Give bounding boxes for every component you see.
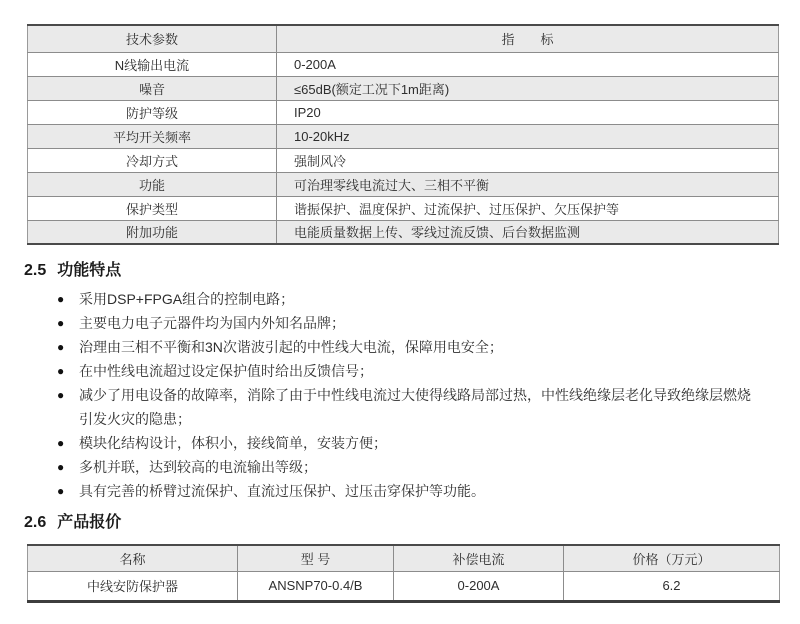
bullet-icon: ● bbox=[57, 292, 65, 306]
list-item bbox=[57, 455, 757, 479]
table-row bbox=[28, 124, 779, 148]
list-item bbox=[57, 383, 757, 431]
section-title: 产品报价 bbox=[57, 514, 122, 531]
bullet-icon: ● bbox=[57, 388, 65, 402]
spec-param: 功能 bbox=[28, 172, 277, 196]
feature-text: 模块化结构设计，体积小，接线简单，安装方便； bbox=[79, 435, 387, 451]
list-item bbox=[57, 479, 757, 503]
price-table bbox=[27, 544, 780, 603]
spec-value: IP20 bbox=[277, 100, 779, 124]
price-header-name: 名称 bbox=[28, 545, 238, 571]
spec-header-value: 指 标 bbox=[277, 25, 779, 52]
bullet-icon: ● bbox=[57, 316, 65, 330]
section-number: 2.5 bbox=[24, 262, 47, 279]
product-name: 中线安防保护器 bbox=[28, 571, 238, 601]
spec-table bbox=[27, 24, 779, 245]
feature-text: 治理由三相不平衡和3N次谐波引起的中性线大电流，保障用电安全； bbox=[79, 339, 503, 355]
feature-text: 在中性线电流超过设定保护值时给出反馈信号； bbox=[79, 363, 373, 379]
table-row bbox=[28, 172, 779, 196]
table-row bbox=[28, 220, 779, 244]
table-row bbox=[28, 52, 779, 76]
feature-text: 具有完善的桥臂过流保护、直流过压保护、过压击穿保护等功能。 bbox=[79, 483, 485, 499]
feature-text: 采用DSP+FPGA组合的控制电路； bbox=[79, 291, 295, 307]
bullet-icon: ● bbox=[57, 436, 65, 450]
spec-value: 可治理零线电流过大、三相不平衡 bbox=[277, 172, 779, 196]
bullet-icon: ● bbox=[57, 460, 65, 474]
spec-table-header-row bbox=[28, 25, 779, 52]
list-item bbox=[57, 335, 757, 359]
spec-value: 0-200A bbox=[277, 52, 779, 76]
spec-param: 保护类型 bbox=[28, 196, 277, 220]
spec-value: 强制风冷 bbox=[277, 148, 779, 172]
feature-text: 减少了用电设备的故障率，消除了由于中性线电流过大使得线路局部过热，中性线绝缘层老化导致绝缘层燃烧引发火灾的隐患； bbox=[79, 387, 751, 427]
bullet-icon: ● bbox=[57, 484, 65, 498]
price-header-model: 型 号 bbox=[238, 545, 394, 571]
spec-param: 冷却方式 bbox=[28, 148, 277, 172]
price-header-current: 补偿电流 bbox=[394, 545, 564, 571]
feature-text: 多机并联，达到较高的电流输出等级； bbox=[79, 459, 317, 475]
table-row bbox=[28, 100, 779, 124]
spec-param: 防护等级 bbox=[28, 100, 277, 124]
section-heading-pricing bbox=[24, 511, 800, 535]
price-table-header-row bbox=[28, 545, 780, 571]
table-row bbox=[28, 571, 780, 601]
spec-value: ≤65dB(额定工况下1m距离) bbox=[277, 76, 779, 100]
price-header-price: 价格（万元） bbox=[564, 545, 780, 571]
table-row bbox=[28, 148, 779, 172]
list-item bbox=[57, 431, 757, 455]
spec-param: 平均开关频率 bbox=[28, 124, 277, 148]
spec-param: 噪音 bbox=[28, 76, 277, 100]
table-row bbox=[28, 76, 779, 100]
spec-param: N线输出电流 bbox=[28, 52, 277, 76]
list-item bbox=[57, 359, 757, 383]
product-price: 6.2 bbox=[564, 571, 780, 601]
product-current: 0-200A bbox=[394, 571, 564, 601]
bullet-icon: ● bbox=[57, 364, 65, 378]
feature-bullet-list bbox=[57, 287, 757, 503]
spec-value: 10-20kHz bbox=[277, 124, 779, 148]
list-item bbox=[57, 287, 757, 311]
bullet-icon: ● bbox=[57, 340, 65, 354]
list-item bbox=[57, 311, 757, 335]
spec-param: 附加功能 bbox=[28, 220, 277, 244]
feature-text: 主要电力电子元器件均为国内外知名品牌； bbox=[79, 315, 345, 331]
section-title: 功能特点 bbox=[57, 262, 122, 279]
spec-value: 谐振保护、温度保护、过流保护、过压保护、欠压保护等 bbox=[277, 196, 779, 220]
product-model: ANSNP70-0.4/B bbox=[238, 571, 394, 601]
section-heading-features bbox=[24, 259, 800, 283]
section-number: 2.6 bbox=[24, 514, 47, 531]
spec-header-param: 技术参数 bbox=[28, 25, 277, 52]
spec-value: 电能质量数据上传、零线过流反馈、后台数据监测 bbox=[277, 220, 779, 244]
table-row bbox=[28, 196, 779, 220]
